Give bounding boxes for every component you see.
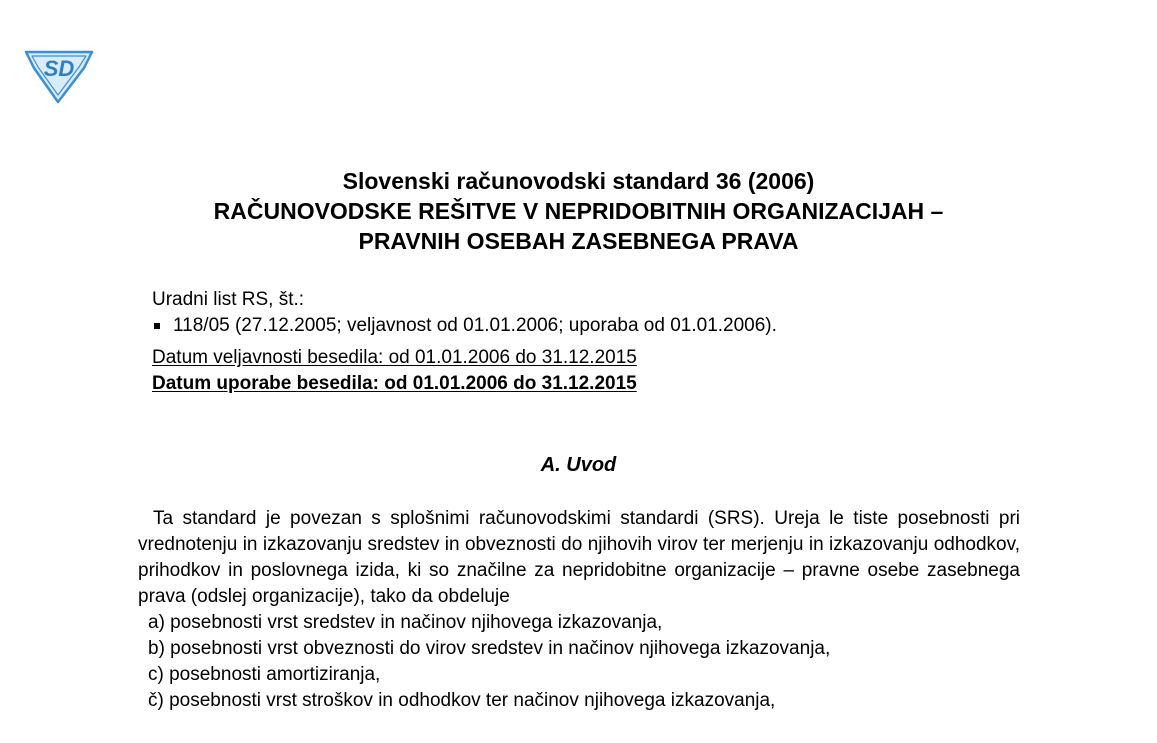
topic-list (138, 610, 1020, 714)
title-line-2: RAČUNOVODSKE REŠITVE V NEPRIDOBITNIH ORGANIZACIJAH – (213, 198, 944, 224)
list-item: a) posebnosti vrst sredstev in načinov njihovega izkazovanja, (148, 612, 663, 633)
official-gazette-block (152, 287, 777, 339)
list-item: c) posebnosti amortiziranja, (148, 664, 381, 685)
logo-text: SD (43, 56, 75, 81)
list-item: č) posebnosti vrst stroškov in odhodkov ter načinov njihovega izkazovanja, (148, 690, 776, 711)
document-title (0, 166, 1157, 256)
validity-date: Datum veljavnosti besedila: od 01.01.2006 do 31.12.2015 (152, 347, 637, 368)
sd-shield-logo-icon (22, 46, 96, 104)
gazette-entry (152, 313, 777, 339)
gazette-label: Uradni list RS, št.: (152, 289, 305, 310)
list-item: b) posebnosti vrst obveznosti do virov sredstev in načinov njihovega izkazovanja, (148, 638, 831, 659)
intro-section (138, 506, 1020, 714)
title-line-1: Slovenski računovodski standard 36 (2006) (342, 168, 815, 194)
square-bullet-icon (154, 323, 160, 329)
title-line-3: PRAVNIH OSEBAH ZASEBNEGA PRAVA (358, 228, 799, 254)
gazette-entry-text: 118/05 (27.12.2005; veljavnost od 01.01.2006; uporaba od 01.01.2006). (173, 315, 777, 336)
intro-paragraph: Ta standard je povezan s splošnimi računovodskimi standardi (SRS). Ureja le tiste posebnosti pri vrednotenju in izkazovanju sredstev in obveznosti do njihovih virov ter merjenju in izkazovanju odhodkov, prihodkov in poslovnega izida, ki so značilne za nepridobitne organizacije – pravne osebe zasebnega prava (odslej organizacije), tako da obdeluje (138, 508, 1020, 607)
text-dates-block (152, 345, 637, 397)
application-date: Datum uporabe besedila: od 01.01.2006 do 31.12.2015 (152, 373, 637, 394)
section-heading: A. Uvod (540, 454, 617, 476)
